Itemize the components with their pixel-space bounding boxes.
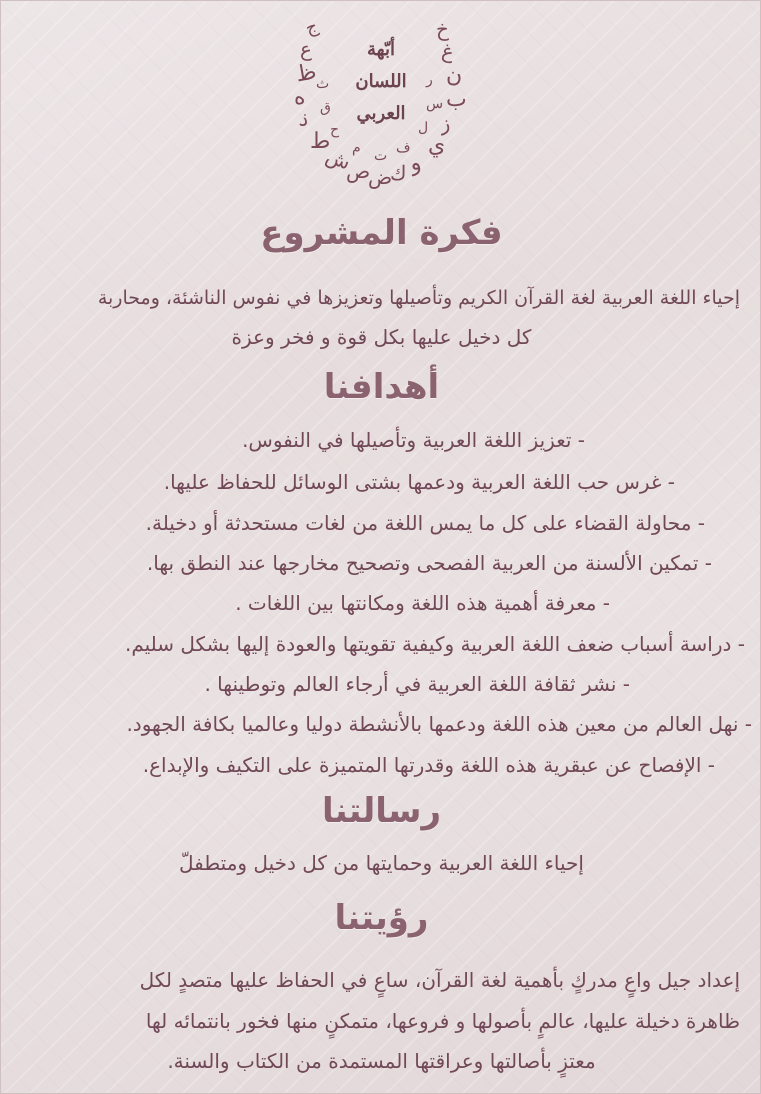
logo-letter: ض bbox=[368, 165, 393, 189]
logo-letter: ر bbox=[426, 72, 433, 88]
mission-text: إحياء اللغة العربية وحمايتها من كل دخيل ومتطفلّ bbox=[179, 851, 584, 875]
goal-item: - محاولة القضاء على كل ما يمس اللغة من لغات مستحدثة أو دخيلة. bbox=[145, 511, 705, 535]
logo-letter: ث bbox=[316, 76, 330, 92]
goal-item: - غرس حب اللغة العربية ودعمها بشتى الوسائل للحفاظ عليها. bbox=[163, 470, 675, 494]
logo-letter: ج bbox=[302, 15, 321, 40]
goal-item: - تعزيز اللغة العربية وتأصيلها في النفوس. bbox=[242, 428, 585, 452]
logo-letter: ط bbox=[310, 129, 331, 154]
logo-letter: ن bbox=[446, 63, 463, 88]
goal-item: - تمكين الألسنة من العربية الفصحى وتصحيح مخارجها عند النطق بها. bbox=[146, 551, 712, 575]
calligraphy-logo bbox=[286, 9, 476, 189]
mission-heading: رسالتنا bbox=[321, 791, 442, 831]
logo-letter: و bbox=[406, 150, 424, 177]
logo-letter: س bbox=[426, 96, 444, 112]
logo-letter: ت bbox=[374, 148, 388, 164]
logo-letter: خ bbox=[436, 17, 449, 41]
goal-item: - الإفصاح عن عبقرية هذه اللغة وقدرتها المتميزة على التكيف والإبداع. bbox=[142, 753, 715, 777]
vision-text-line: إعداد جيل واعٍ مدركٍ بأهمية لغة القرآن، ساعٍ في الحفاظ عليها متصدٍ لكل bbox=[139, 968, 740, 992]
logo-letter: ح bbox=[330, 122, 340, 138]
logo-letter: ع bbox=[300, 37, 312, 61]
logo-letter: م bbox=[352, 140, 361, 156]
vision-text-line: ظاهرة دخيلة عليها، عالمٍ بأصولها و فروعها، متمكنٍ منها فخور بانتمائه لها bbox=[145, 1009, 740, 1033]
logo-title-line-1: أبّهة bbox=[367, 39, 395, 60]
logo-letter: ذ bbox=[297, 106, 312, 132]
logo-letter: ظ bbox=[293, 59, 319, 88]
idea-text-line: كل دخيل عليها بكل قوة و فخر وعزة bbox=[231, 325, 532, 349]
logo-letter: ك bbox=[390, 161, 407, 185]
logo-letter: ف bbox=[396, 140, 411, 156]
vision-heading: رؤيتنا bbox=[334, 898, 429, 938]
idea-text-line: إحياء اللغة العربية لغة القرآن الكريم وتأصيلها وتعزيزها في نفوس الناشئة، ومحاربة bbox=[97, 287, 740, 309]
logo-letter: ز bbox=[437, 110, 452, 136]
logo-letter: ق bbox=[320, 100, 331, 116]
logo-letter: ص bbox=[346, 159, 371, 183]
logo-title-line-2: اللسان bbox=[355, 71, 407, 92]
logo-title-line-3: العربي bbox=[356, 103, 406, 124]
logo-letter: غ bbox=[440, 38, 456, 64]
goal-item: - معرفة أهمية هذه اللغة ومكانتها بين اللغات . bbox=[235, 591, 610, 615]
idea-heading: فكرة المشروع bbox=[260, 213, 503, 253]
goals-heading: أهدافنا bbox=[323, 367, 440, 407]
goal-item: - نهل العالم من معين هذه اللغة ودعمها بالأنشطة دوليا وعالميا بكافة الجهود. bbox=[126, 712, 752, 736]
logo-letter: ب bbox=[446, 87, 467, 112]
logo-letter: ي bbox=[428, 133, 446, 158]
goal-item: - نشر ثقافة اللغة العربية في أرجاء العالم وتوطينها . bbox=[204, 672, 630, 696]
vision-text-line: معتزٍ بأصالتها وعراقتها المستمدة من الكتاب والسنة. bbox=[167, 1049, 596, 1073]
logo-letter: ل bbox=[418, 120, 429, 136]
logo-letter: ش bbox=[322, 143, 354, 175]
logo-letter: ه bbox=[294, 85, 306, 110]
goal-item: - دراسة أسباب ضعف اللغة العربية وكيفية تقويتها والعودة إليها بشكل سليم. bbox=[124, 632, 745, 656]
